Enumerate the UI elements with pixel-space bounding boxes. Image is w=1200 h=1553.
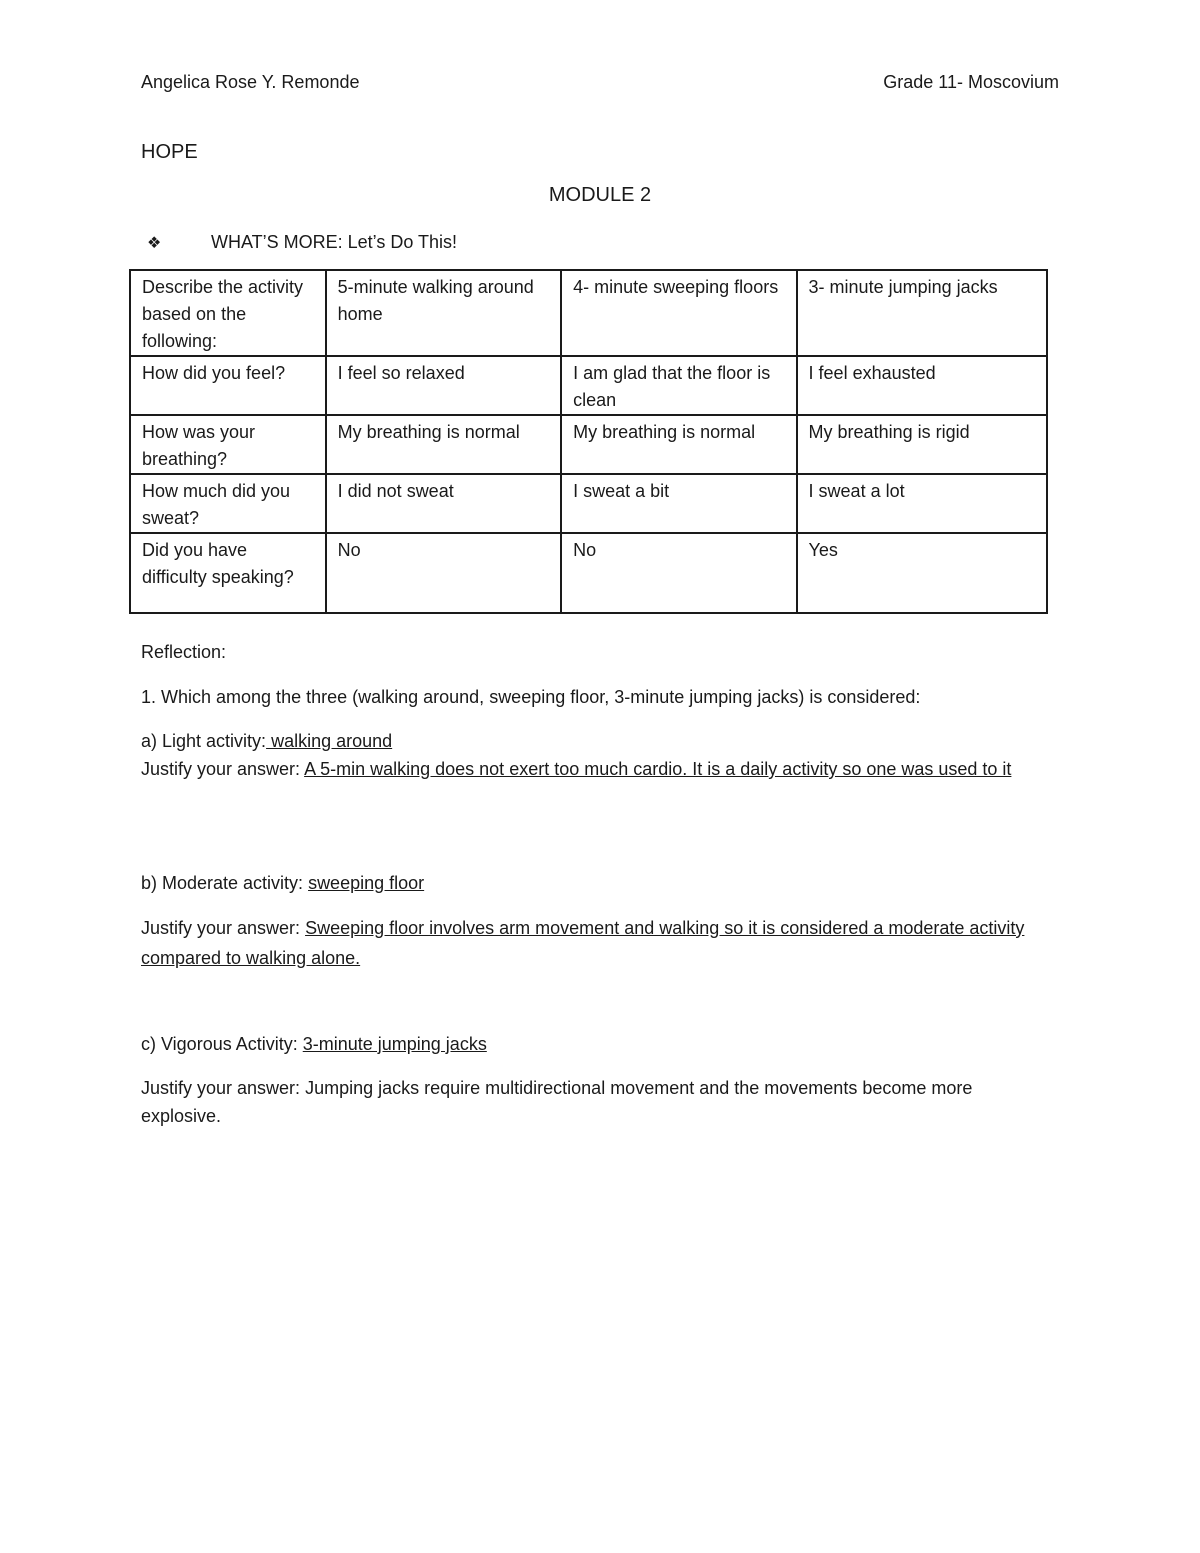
table-cell: 4- minute sweeping floors [561, 270, 796, 356]
table-cell: My breathing is normal [326, 415, 561, 474]
table-cell: 5-minute walking around home [326, 270, 561, 356]
table-cell: How did you feel? [130, 356, 326, 415]
justify-answer: A 5-min walking does not exert too much cardio. It is a daily activity so one was used to it [304, 759, 1012, 779]
table-row [130, 415, 1047, 474]
vigorous-activity-line [141, 1030, 1071, 1058]
table-cell: How was your breathing? [130, 415, 326, 474]
light-activity-justification [141, 755, 1066, 783]
student-name: Angelica Rose Y. Remonde [141, 72, 360, 92]
light-activity-line [141, 727, 1071, 755]
table-cell: Describe the activity based on the following: [130, 270, 326, 356]
table-cell: I did not sweat [326, 474, 561, 533]
table-cell: I sweat a lot [797, 474, 1047, 533]
diamond-bullet-icon: ❖ [147, 235, 162, 252]
vigorous-activity-answer: 3-minute jumping jacks [302, 1034, 487, 1054]
table-cell: My breathing is normal [561, 415, 796, 474]
table-row [130, 474, 1047, 533]
moderate-activity-label: b) Moderate activity: [141, 873, 309, 893]
moderate-activity-answer: sweeping floor [308, 873, 425, 893]
moderate-activity-justification [141, 913, 1056, 973]
table-cell: Did you have difficulty speaking? [130, 533, 326, 613]
vigorous-activity-label: c) Vigorous Activity: [141, 1034, 303, 1054]
table-row [130, 533, 1047, 613]
grade-section: Grade 11- Moscovium [883, 72, 1059, 92]
table-cell: No [561, 533, 796, 613]
table-cell: I feel so relaxed [326, 356, 561, 415]
table-cell: My breathing is rigid [797, 415, 1047, 474]
vigorous-activity-justification [141, 1074, 1021, 1130]
table-row [130, 270, 1047, 356]
table-row [130, 356, 1047, 415]
justify-label: Justify your answer: [141, 1078, 306, 1098]
table-cell: How much did you sweat? [130, 474, 326, 533]
justify-answer: Jumping jacks require multidirectional movement and the movements become more explosive. [141, 1078, 973, 1126]
table-cell: No [326, 533, 561, 613]
justify-label: Justify your answer: [141, 759, 305, 779]
reflection-question: 1. Which among the three (walking around, sweeping floor, 3-minute jumping jacks) is considered: [141, 687, 921, 707]
module-title: MODULE 2 [548, 184, 652, 206]
moderate-activity-line [141, 869, 1071, 897]
table-cell: I sweat a bit [561, 474, 796, 533]
subject-title: HOPE [141, 141, 198, 163]
table-cell: Yes [797, 533, 1047, 613]
light-activity-label: a) Light activity: [141, 731, 267, 751]
table-cell: 3- minute jumping jacks [797, 270, 1047, 356]
table-cell: I feel exhausted [797, 356, 1047, 415]
section-heading [141, 229, 457, 257]
justify-label: Justify your answer: [141, 918, 306, 938]
justify-answer: Sweeping floor involves arm movement and walking so it is considered a moderate activity compared to walking alone. [141, 918, 1025, 968]
reflection-heading: Reflection: [141, 642, 227, 662]
section-title: WHAT’S MORE: Let’s Do This! [211, 232, 458, 252]
light-activity-answer: walking around [266, 731, 393, 751]
table-cell: I am glad that the floor is clean [561, 356, 796, 415]
activity-table [129, 269, 1048, 614]
